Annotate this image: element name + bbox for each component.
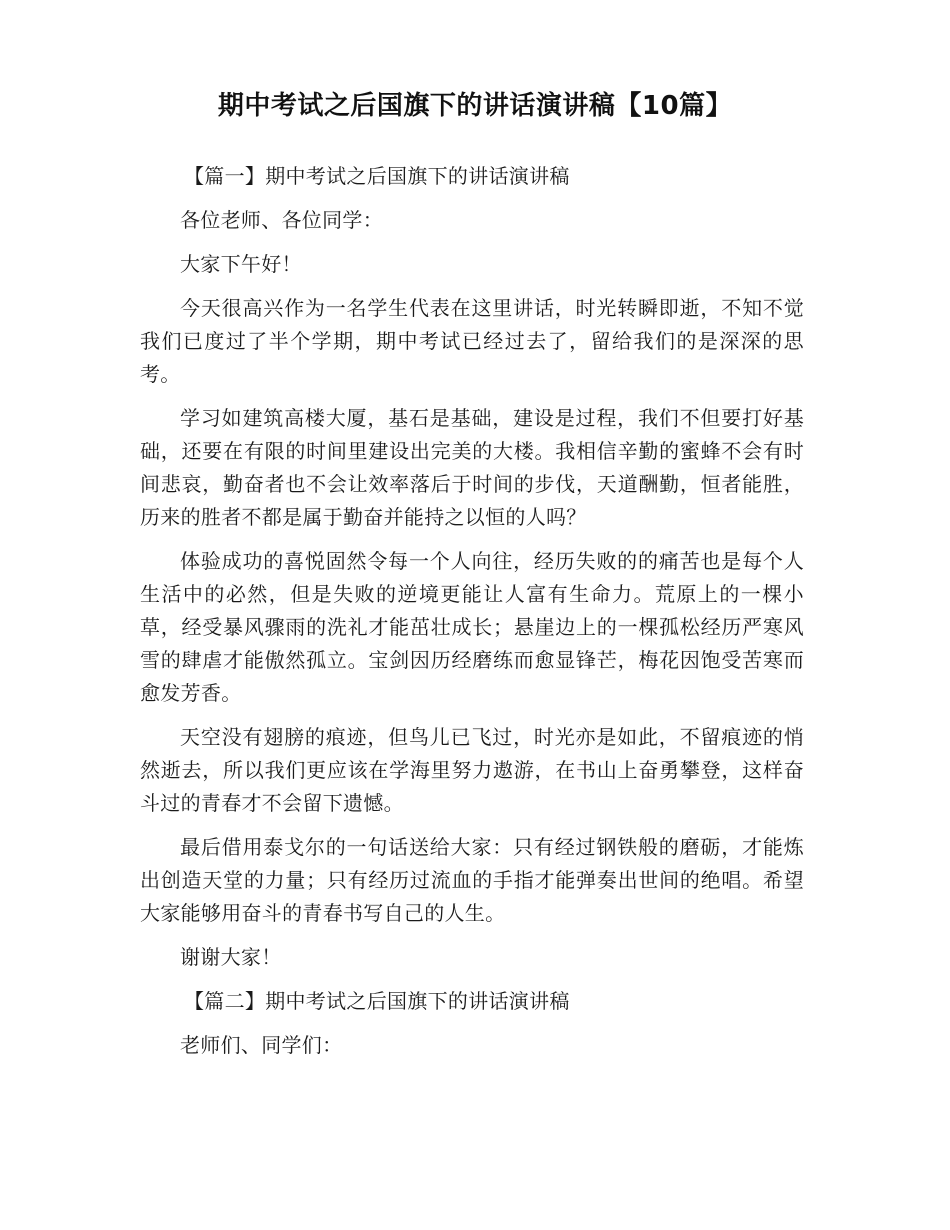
salutation: 老师们、同学们： — [180, 1033, 343, 1057]
closing-thanks: 谢谢大家！ — [180, 945, 282, 969]
body-paragraph: 学习如建筑高楼大厦，基石是基础，建设是过程，我们不但要打好基础，还要在有限的时间里建设出完美的大楼。我相信辛勤的蜜蜂不会有时间悲哀，勤奋者也不会让效率落后于时间的步伐，天道酬勤，恒者能胜，历来的胜者不都是属于勤奋并能持之以恒的人吗？ — [140, 406, 804, 529]
body-paragraph: 今天很高兴作为一名学生代表在这里讲话，时光转瞬即逝，不知不觉我们已度过了半个学期，期中考试已经过去了，留给我们的是深深的思考。 — [140, 296, 804, 386]
body-paragraph: 最后借用泰戈尔的一句话送给大家：只有经过钢铁般的磨砺，才能炼出创造天堂的力量；只有经历过流血的手指才能弹奏出世间的绝唱。希望大家能够用奋斗的青春书写自己的人生。 — [140, 835, 804, 925]
section-heading-2: 【篇二】期中考试之后国旗下的讲话演讲稿 — [184, 989, 570, 1013]
greeting: 大家下午好！ — [180, 252, 302, 276]
section-heading-1: 【篇一】期中考试之后国旗下的讲话演讲稿 — [184, 164, 570, 188]
document-title: 期中考试之后国旗下的讲话演讲稿【10篇】 — [217, 91, 733, 121]
body-paragraph: 体验成功的喜悦固然令每一个人向往，经历失败的的痛苦也是每个人生活中的必然，但是失败的逆境更能让人富有生命力。荒原上的一棵小草，经受暴风骤雨的洗礼才能茁壮成长；悬崖边上的一棵孤松经历严寒风雪的肆虐才能傲然孤立。宝剑因历经磨练而愈显锋芒，梅花因饱受苦寒而愈发芳香。 — [140, 549, 804, 705]
body-paragraph: 天空没有翅膀的痕迹，但鸟儿已飞过，时光亦是如此，不留痕迹的悄然逝去，所以我们更应该在学海里努力遨游，在书山上奋勇攀登，这样奋斗过的青春才不会留下遗憾。 — [140, 725, 804, 815]
document-body — [140, 160, 804, 1073]
salutation: 各位老师、各位同学： — [180, 208, 383, 232]
